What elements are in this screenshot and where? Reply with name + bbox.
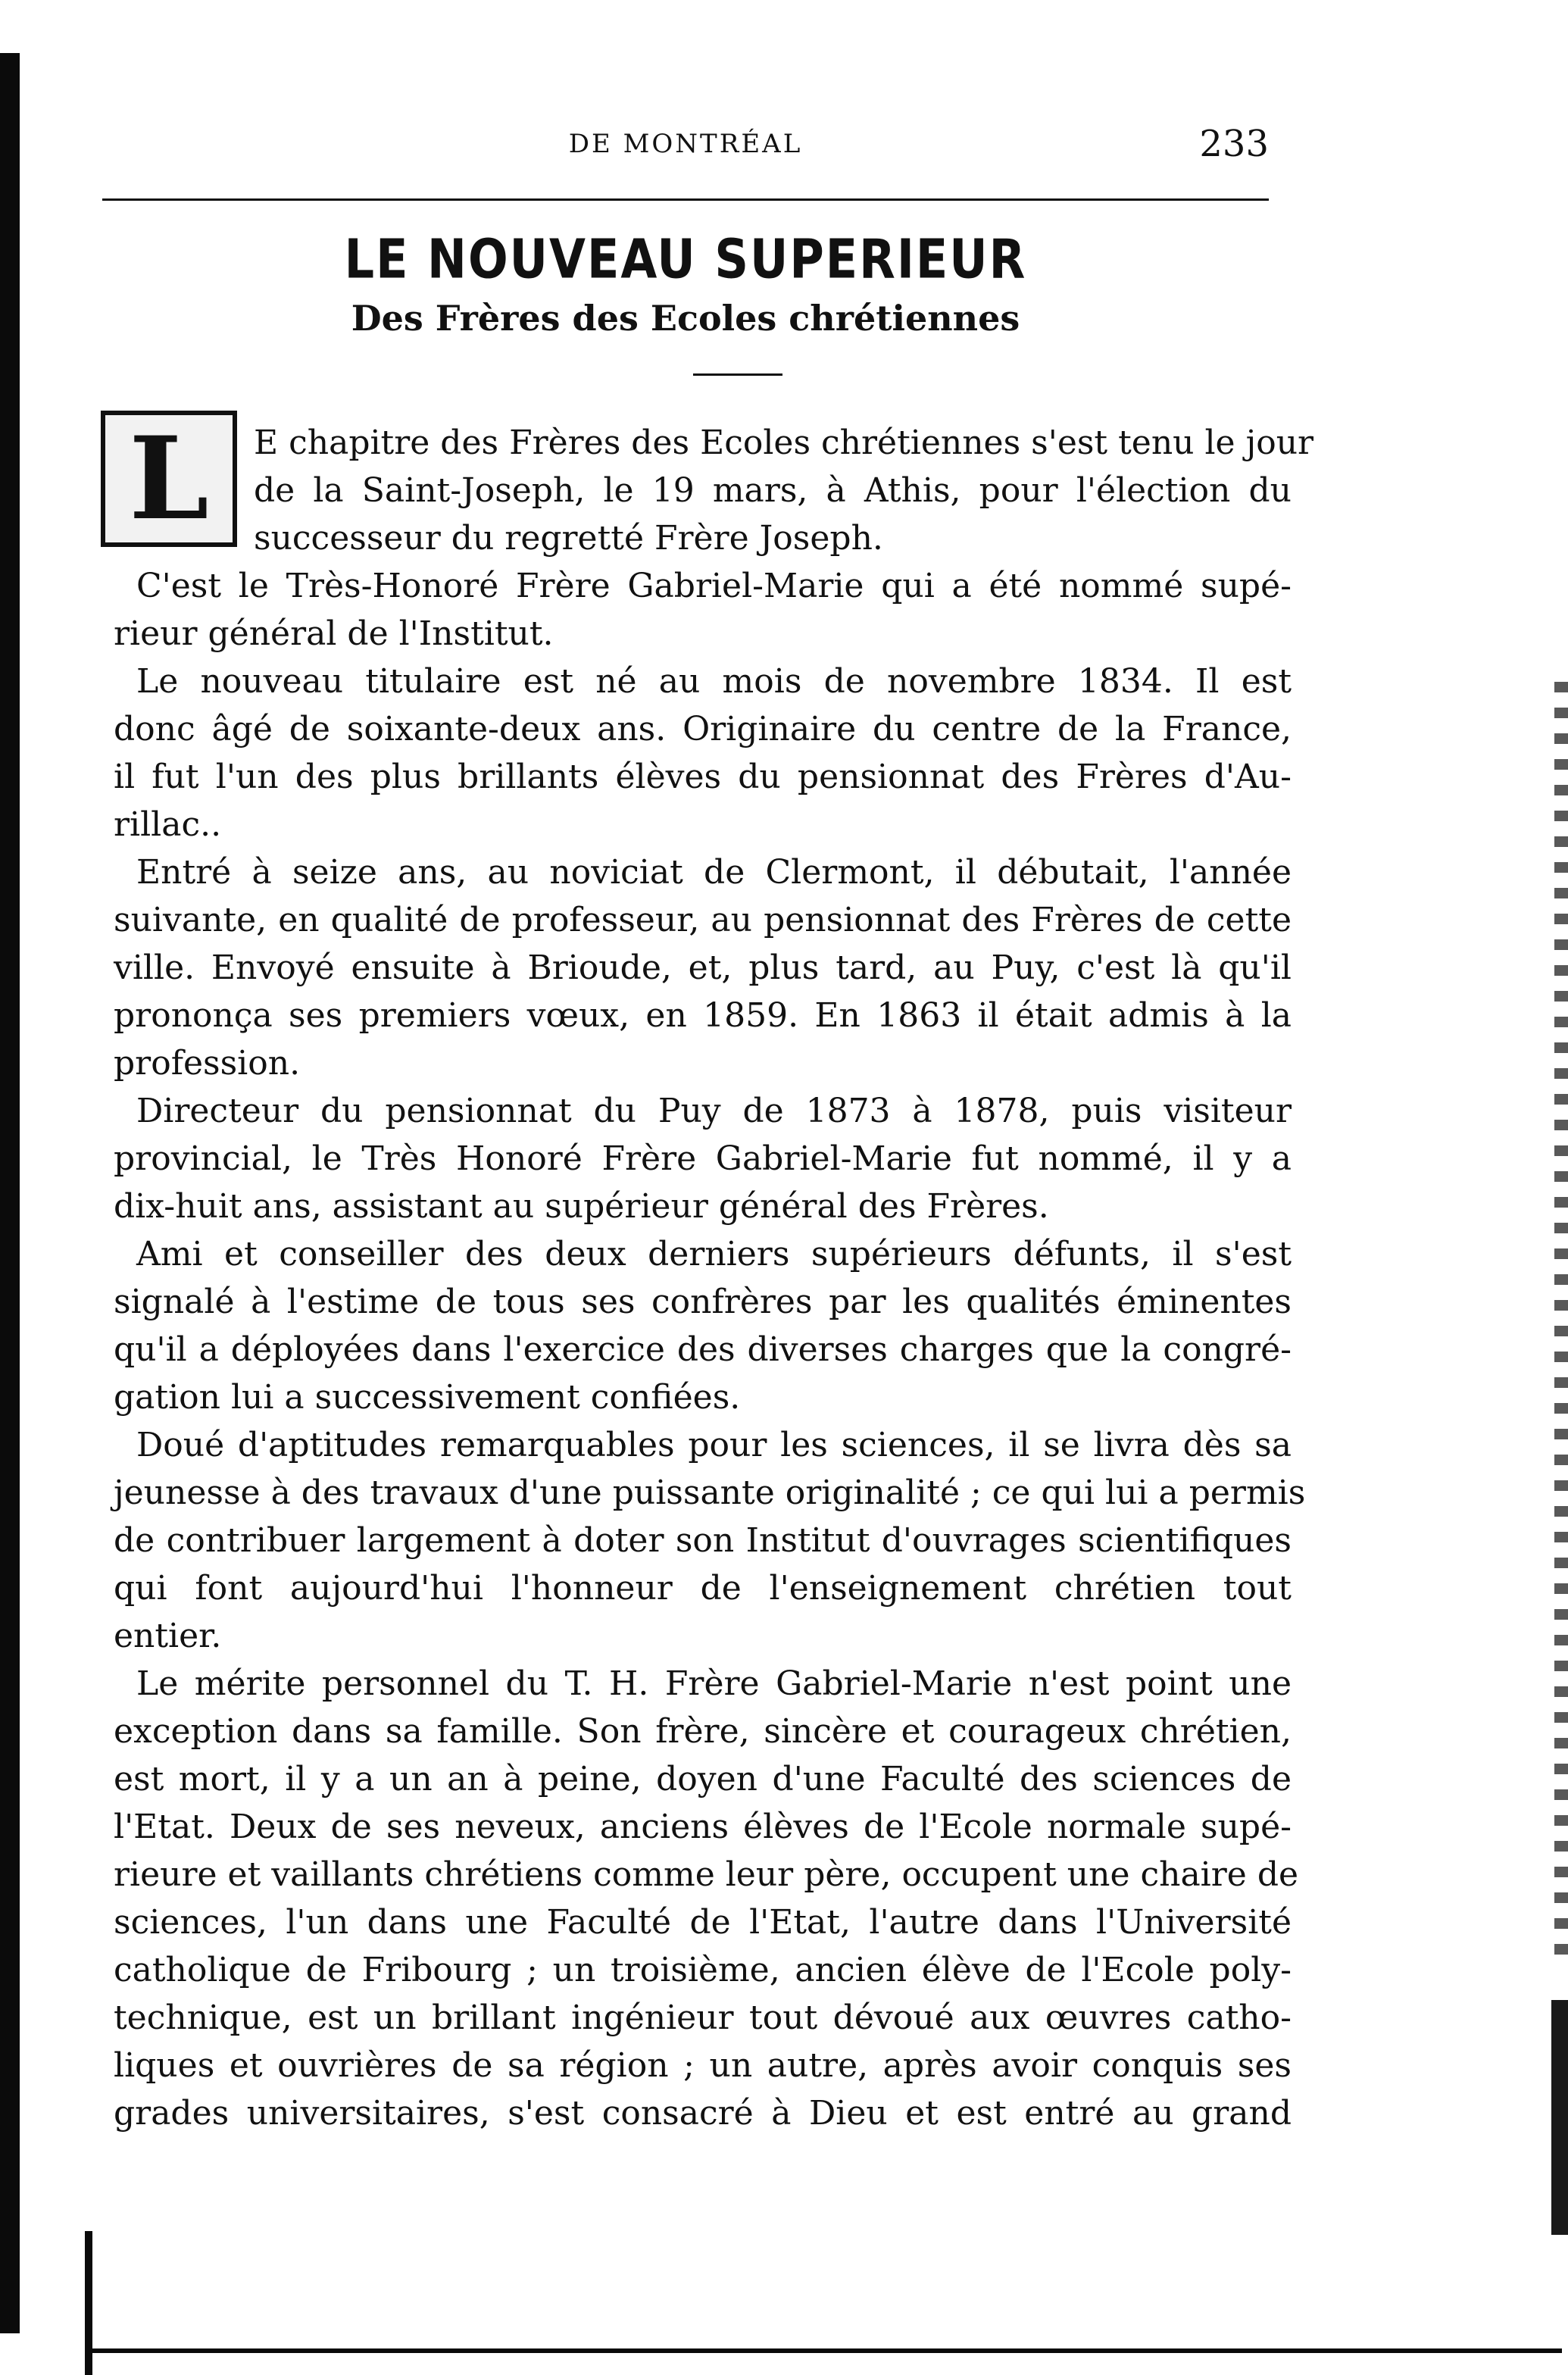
- text-line: exception dans sa famille. Son frère, sincère et courageux chrétien,: [114, 1712, 1292, 1751]
- text-line: successeur du regretté Frère Joseph.: [254, 519, 883, 558]
- text-line: profession.: [114, 1044, 301, 1083]
- text-line: sciences, l'un dans une Faculté de l'Etat, l'autre dans l'Université: [114, 1903, 1292, 1942]
- text-line: ville. Envoyé ensuite à Brioude, et, plus tard, au Puy, c'est là qu'il: [114, 948, 1292, 987]
- text-line: gation lui a successivement confiées.: [114, 1378, 741, 1417]
- scan-edge-right-lower: [1551, 2000, 1568, 2235]
- text-line: rillac..: [114, 805, 222, 844]
- scan-edge-left-inner: [85, 2231, 92, 2375]
- text-line: technique, est un brillant ingénieur tout dévoué aux œuvres catho-: [114, 1998, 1292, 2037]
- text-line: rieur général de l'Institut.: [114, 614, 554, 653]
- text-line: est mort, il y a un an à peine, doyen d'une Faculté des sciences de: [114, 1760, 1292, 1798]
- text-line: dix-huit ans, assistant au supérieur général des Frères.: [114, 1187, 1049, 1226]
- text-line: catholique de Fribourg ; un troisième, ancien élève de l'Ecole poly-: [114, 1951, 1292, 1989]
- article-title: LE NOUVEAU SUPERIEUR: [344, 227, 1027, 291]
- text-line: qu'il a déployées dans l'exercice des diverses charges que la congré-: [114, 1330, 1292, 1369]
- text-line: provincial, le Très Honoré Frère Gabriel-Marie fut nommé, il y a: [114, 1139, 1292, 1178]
- text-line: grades universitaires, s'est consacré à Dieu et est entré au grand: [114, 2094, 1292, 2133]
- scan-edge-right: [1554, 682, 1568, 1970]
- drop-cap-letter: L: [129, 412, 209, 545]
- text-line: Le nouveau titulaire est né au mois de novembre 1834. Il est: [136, 662, 1292, 701]
- text-line: signalé à l'estime de tous ses confrères par les qualités éminentes: [114, 1283, 1292, 1321]
- text-line: entier.: [114, 1617, 222, 1655]
- scan-edge-left: [0, 53, 20, 2333]
- text-line: Ami et conseiller des deux derniers supérieurs défunts, il s'est: [136, 1235, 1292, 1273]
- text-line: liques et ouvrières de sa région ; un autre, après avoir conquis ses: [114, 2046, 1292, 2085]
- text-line: Entré à seize ans, au noviciat de Clermont, il débutait, l'année: [136, 853, 1292, 892]
- scan-edge-bottom: [85, 2348, 1562, 2353]
- article-subtitle: Des Frères des Ecoles chrétiennes: [351, 298, 1020, 339]
- text-line: Le mérite personnel du T. H. Frère Gabriel-Marie n'est point une: [136, 1664, 1292, 1703]
- text-line: donc âgé de soixante-deux ans. Originaire du centre de la France,: [114, 710, 1292, 748]
- text-line: rieure et vaillants chrétiens comme leur père, occupent une chaire de: [114, 1855, 1299, 1894]
- text-line: qui font aujourd'hui l'honneur de l'enseignement chrétien tout: [114, 1569, 1292, 1608]
- page-number: 233: [1199, 123, 1269, 165]
- drop-cap: [101, 411, 237, 547]
- text-line: il fut l'un des plus brillants élèves du pensionnat des Frères d'Au-: [114, 758, 1292, 796]
- text-line: de contribuer largement à doter son Institut d'ouvrages scientifiques: [114, 1521, 1292, 1560]
- text-line: Doué d'aptitudes remarquables pour les sciences, il se livra dès sa: [136, 1426, 1292, 1464]
- text-line: C'est le Très-Honoré Frère Gabriel-Marie qui a été nommé supé-: [136, 567, 1292, 605]
- text-line: suivante, en qualité de professeur, au pensionnat des Frères de cette: [114, 901, 1292, 939]
- running-title: DE MONTRÉAL: [568, 129, 803, 159]
- text-line: de la Saint-Joseph, le 19 mars, à Athis, pour l'élection du: [254, 471, 1292, 510]
- text-line: jeunesse à des travaux d'une puissante originalité ; ce qui lui a permis: [114, 1473, 1306, 1512]
- text-line: l'Etat. Deux de ses neveux, anciens élèves de l'Ecole normale supé-: [114, 1808, 1292, 1846]
- header-rule: [102, 198, 1269, 201]
- text-line: prononça ses premiers vœux, en 1859. En 1863 il était admis à la: [114, 996, 1292, 1035]
- text-line: Directeur du pensionnat du Puy de 1873 à 1878, puis visiteur: [136, 1092, 1292, 1130]
- running-head: [102, 123, 1269, 174]
- text-line: E chapitre des Frères des Ecoles chrétiennes s'est tenu le jour: [254, 423, 1314, 462]
- title-separator: [693, 373, 782, 376]
